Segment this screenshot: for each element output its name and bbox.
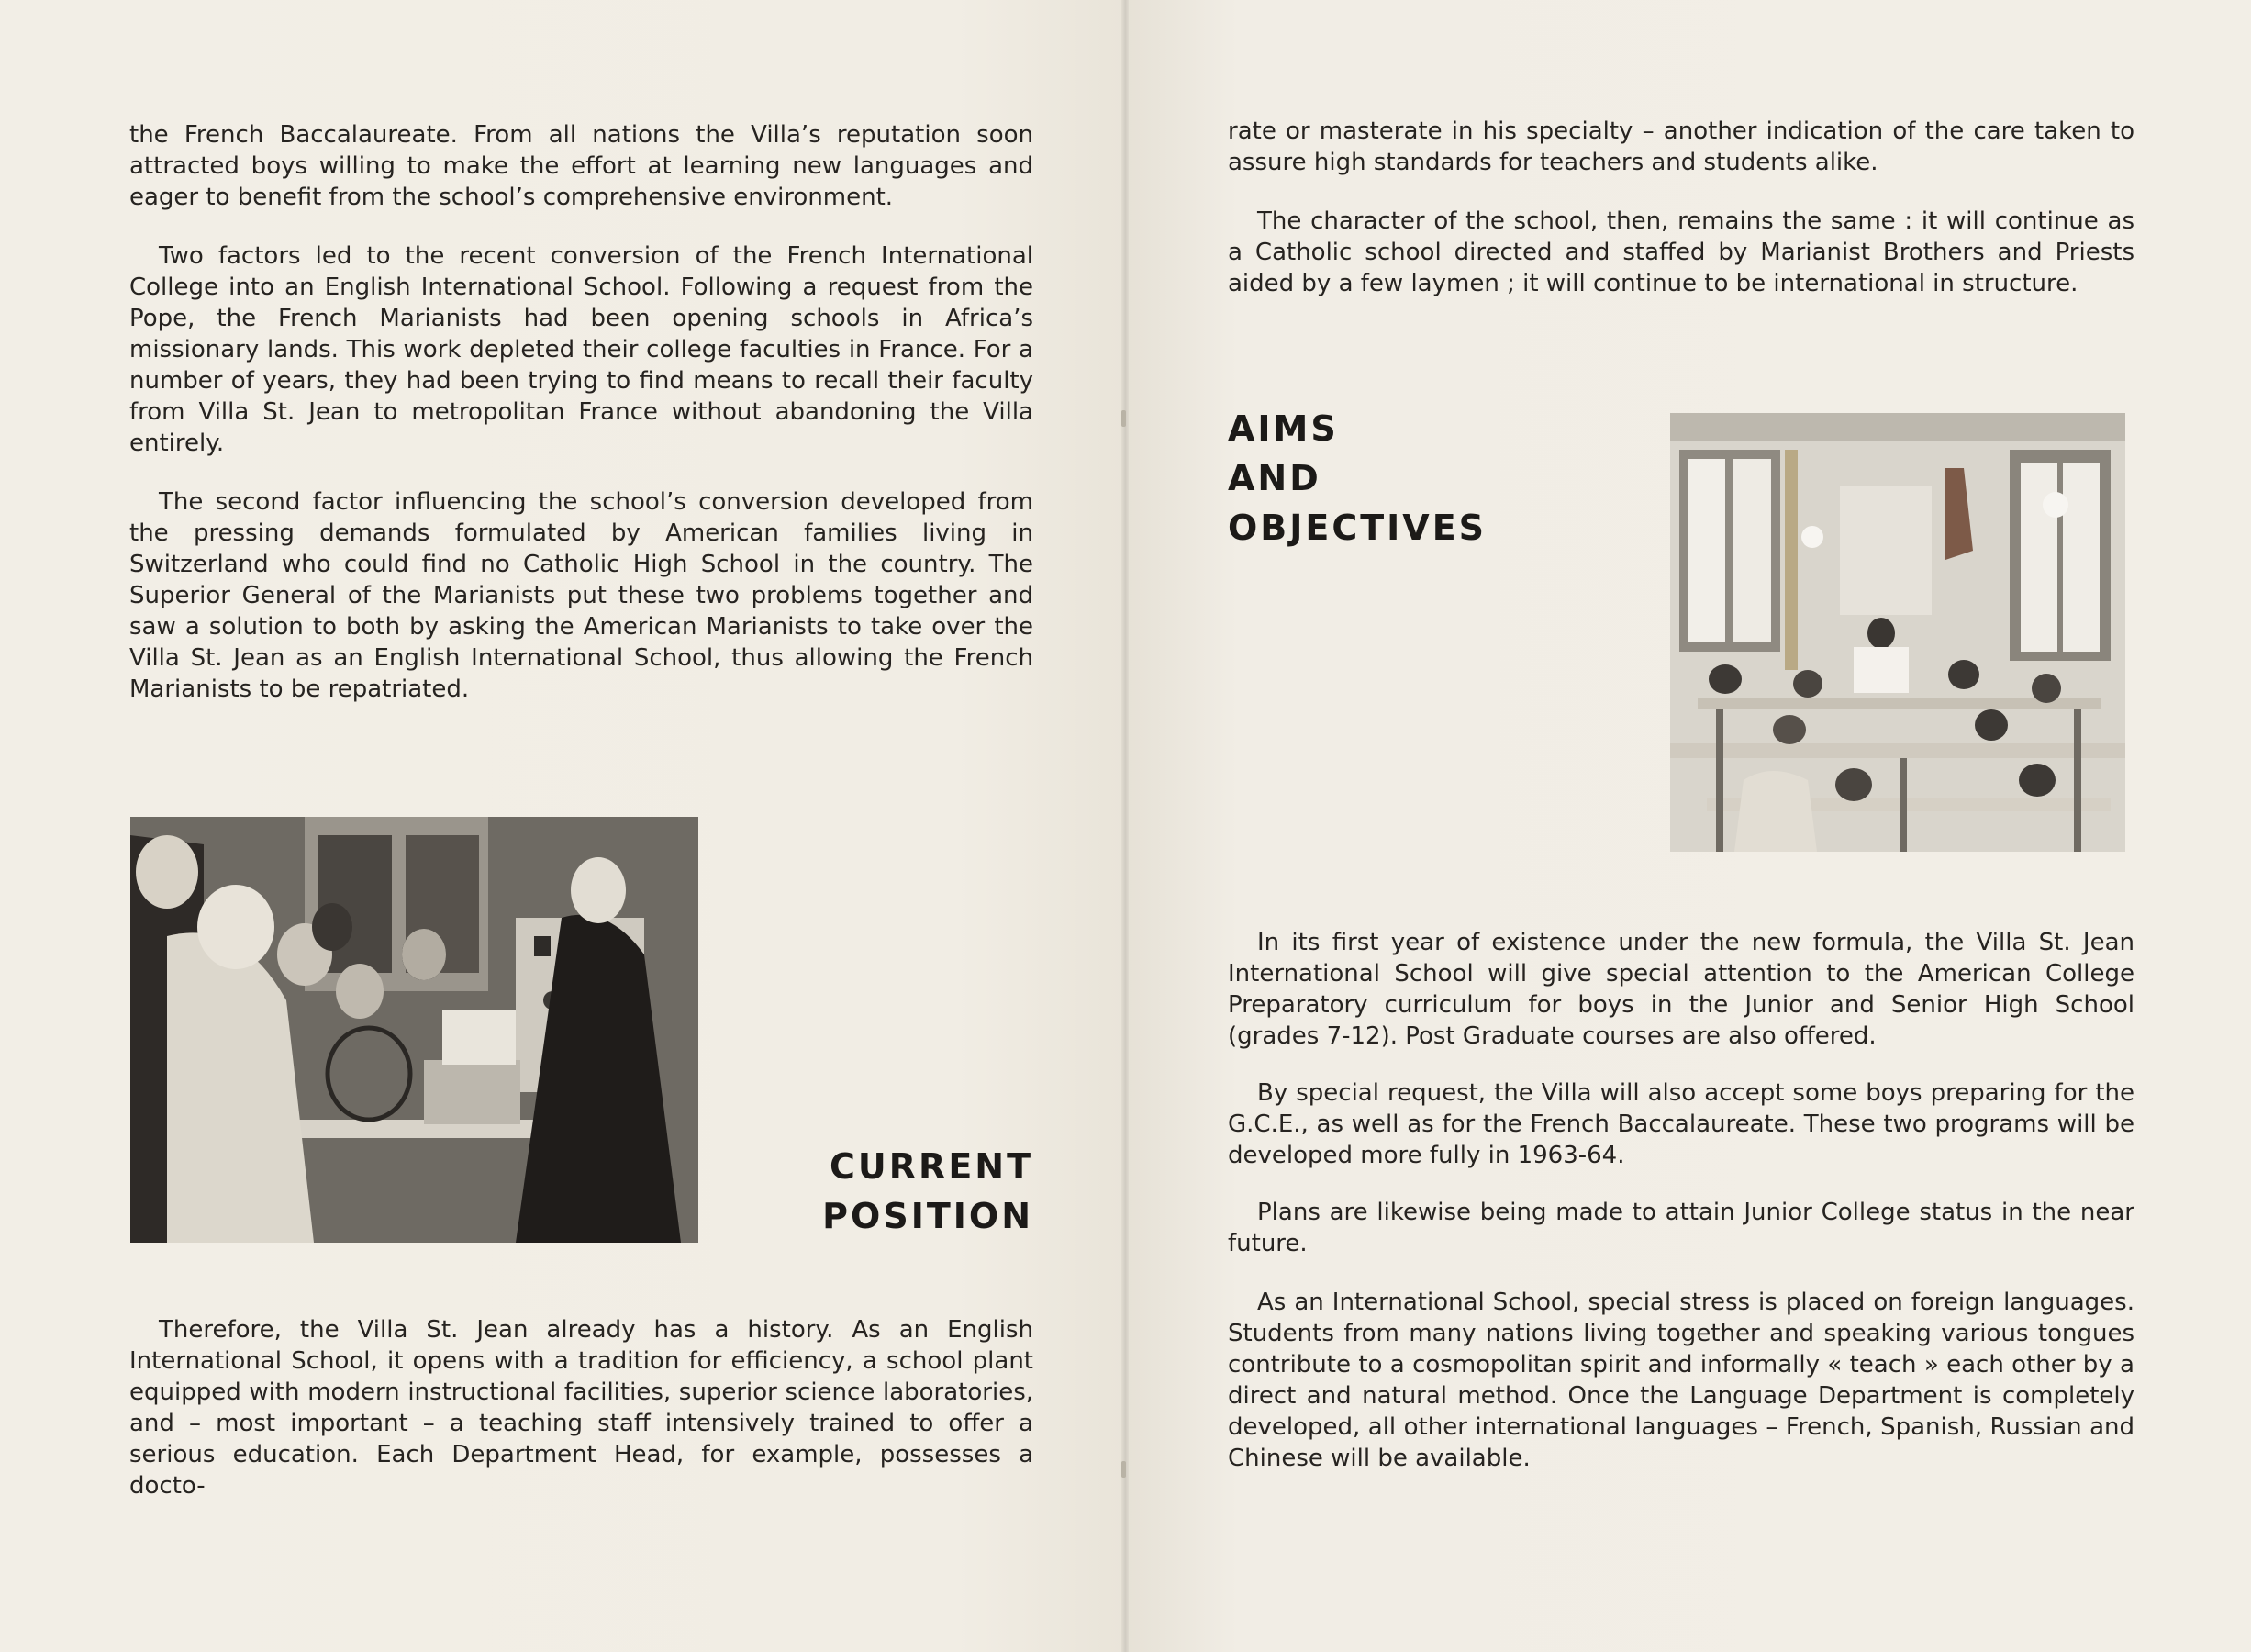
left-paragraph-2: Two factors led to the recent conversion of the French International College into an English International School. Following a request from the Pope, the French Marianists had been opening schools in Africa’s missionary lands. This work depleted their college faculties in France. For a number of years, they had been trying to find means to recall their faculty from Villa St. Jean to metropolitan France without abandoning the Villa entirely. — [129, 242, 1033, 457]
heading-line: OBJECTIVES — [1228, 508, 1488, 548]
right-page — [1125, 0, 2251, 1652]
science-lab-photo — [130, 817, 698, 1243]
heading-line: CURRENT — [830, 1146, 1033, 1187]
right-paragraph-6: As an International School, special stress is placed on foreign languages. Students from many nations living together and speaking various tongues contribute to a cosmopolitan spirit and informally « teach » each other by a direct and natural method. Once the Language Department is completely developed, all other international languages – French, Spanish, Russian and Chinese will be available. — [1228, 1289, 2134, 1472]
current-position-heading — [752, 1142, 1033, 1241]
right-paragraph-5: Plans are likewise being made to attain Junior College status in the near future. — [1228, 1199, 2134, 1257]
right-paragraph-1: rate or masterate in his specialty – another indication of the care taken to assure high standards for teachers and students alike. — [1228, 117, 2134, 176]
left-paragraph-4: Therefore, the Villa St. Jean already has a history. As an English International School, it opens with a tradition for efficiency, a school plant equipped with modern instructional facilities, superior science laboratories, and – most important – a teaching staff intensively trained to offer a serious education. Each Department Head, for example, possesses a docto- — [129, 1316, 1033, 1500]
left-page — [0, 0, 1125, 1652]
heading-line: POSITION — [822, 1196, 1033, 1236]
staple — [1121, 410, 1126, 427]
classroom-photo — [1670, 413, 2125, 852]
left-paragraph-1: the French Baccalaureate. From all nations the Villa’s reputation soon attracted boys willing to make the effort at learning new languages and eager to benefit from the school’s comprehensive environment. — [129, 121, 1033, 211]
aims-objectives-heading — [1228, 404, 1531, 553]
heading-line: AND — [1228, 458, 1321, 498]
right-paragraph-2: The character of the school, then, remains the same : it will continue as a Catholic school directed and staffed by Marianist Brothers and Priests aided by a few laymen ; it will continue to be international in structure. — [1228, 207, 2134, 297]
right-paragraph-4: By special request, the Villa will also accept some boys preparing for the G.C.E., as well as for the French Baccalaureate. These two programs will be developed more fully in 1963-64. — [1228, 1079, 2134, 1169]
left-paragraph-3: The second factor influencing the school’s conversion developed from the pressing demands formulated by American families living in Switzerland who could find no Catholic High School in the country. The Superior General of the Marianists put these two problems together and saw a solution to both by asking the American Marianists to take over the Villa St. Jean as an English International School, thus allowing the French Marianists to be repatriated. — [129, 488, 1033, 703]
right-paragraph-3: In its first year of existence under the new formula, the Villa St. Jean International School will give special attention to the American College Preparatory curriculum for boys in the Junior and Senior High School (grades 7-12). Post Graduate courses are also offered. — [1228, 929, 2134, 1050]
heading-line: AIMS — [1228, 408, 1339, 449]
staple — [1121, 1461, 1126, 1478]
center-fold — [1121, 0, 1129, 1652]
